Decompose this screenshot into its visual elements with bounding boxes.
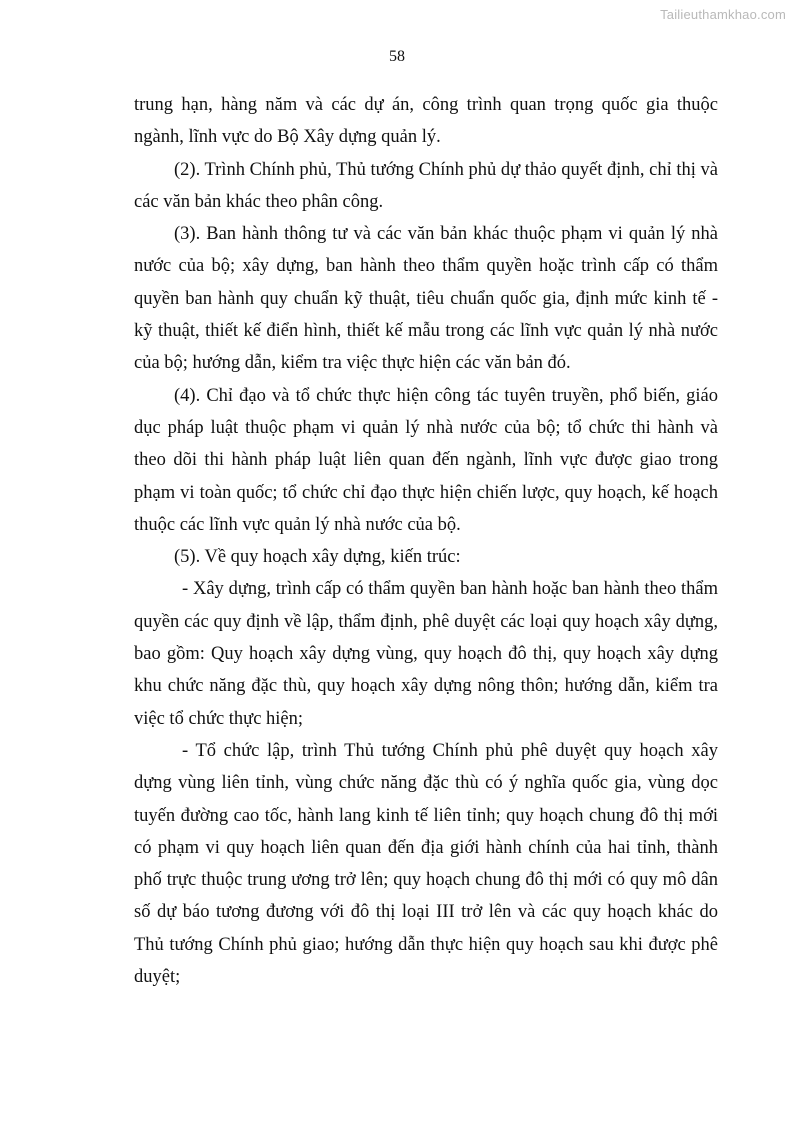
paragraph-item-4: (4). Chỉ đạo và tổ chức thực hiện công tác tuyên truyền, phổ biến, giáo dục pháp luật thuộc phạm vi quản lý nhà nước của bộ; tổ chức thi hành và theo dõi thi hành pháp luật liên quan đến ngành, lĩnh vực được giao trong phạm vi toàn quốc; tổ chức chỉ đạo thực hiện chiến lược, quy hoạch, kế hoạch thuộc các lĩnh vực quản lý nhà nước của bộ. <box>134 385 718 535</box>
page-number: 58 <box>389 48 405 65</box>
paragraph-item-3: (3). Ban hành thông tư và các văn bản khác thuộc phạm vi quản lý nhà nước của bộ; xây dựng, ban hành theo thẩm quyền hoặc trình cấp có thẩm quyền ban hành quy chuẩn kỹ thuật, tiêu chuẩn quốc gia, định mức kinh tế - kỹ thuật, thiết kế điển hình, thiết kế mẫu trong các lĩnh vực quản lý nhà nước của bộ; hướng dẫn, kiểm tra việc thực hiện các văn bản đó. <box>134 224 718 374</box>
bullet-paragraph-2: - Tổ chức lập, trình Thủ tướng Chính phủ phê duyệt quy hoạch xây dựng vùng liên tỉnh, vùng chức năng đặc thù có ý nghĩa quốc gia, vùng dọc tuyến đường cao tốc, hành lang kinh tế liên tỉnh; quy hoạch chung đô thị mới có phạm vi quy hoạch liên quan đến địa giới hành chính của hai tỉnh, thành phố trực thuộc trung ương trở lên; quy hoạch chung đô thị mới có quy mô dân số dự báo tương đương với đô thị loại III trở lên và các quy hoạch khác do Thủ tướng Chính phủ giao; hướng dẫn thực hiện quy hoạch sau khi được phê duyệt; <box>134 740 718 988</box>
paragraph-continuation: trung hạn, hàng năm và các dự án, công trình quan trọng quốc gia thuộc ngành, lĩnh vực do Bộ Xây dựng quản lý. <box>134 95 718 148</box>
watermark-text: Tailieuthamkhao.com <box>660 7 786 22</box>
document-body <box>134 89 718 993</box>
paragraph-item-5-heading: (5). Về quy hoạch xây dựng, kiến trúc: <box>174 547 461 568</box>
paragraph-item-2: (2). Trình Chính phủ, Thủ tướng Chính phủ dự thảo quyết định, chỉ thị và các văn bản khác theo phân công. <box>134 159 718 212</box>
bullet-paragraph-1: - Xây dựng, trình cấp có thẩm quyền ban hành hoặc ban hành theo thẩm quyền các quy định về lập, thẩm định, phê duyệt các loại quy hoạch xây dựng, bao gồm: Quy hoạch xây dựng vùng, quy hoạch đô thị, quy hoạch xây dựng khu chức năng đặc thù, quy hoạch xây dựng nông thôn; hướng dẫn, kiểm tra việc tổ chức thực hiện; <box>134 579 718 729</box>
